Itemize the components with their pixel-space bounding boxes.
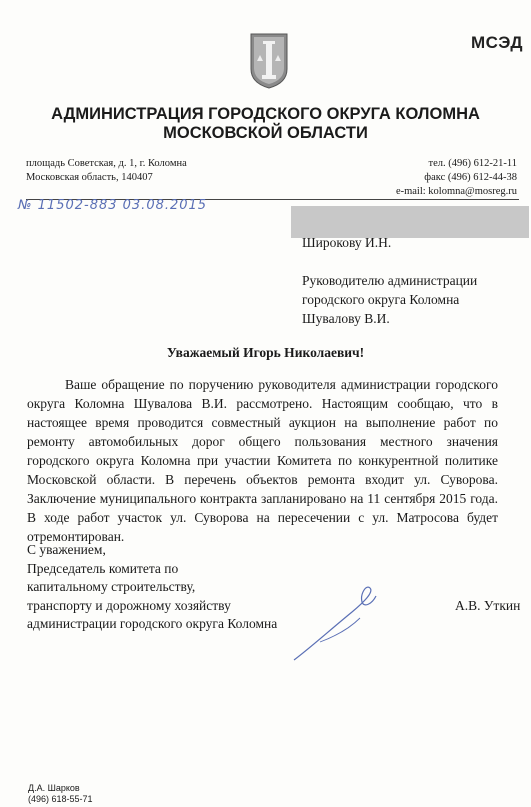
closing-line4: транспорту и дорожному хозяйству	[27, 597, 231, 613]
closing-line1: С уважением,	[27, 542, 106, 557]
salutation: Уважаемый Игорь Николаевич!	[166, 345, 365, 360]
addressee-line2: Руководителю администрации	[302, 273, 478, 288]
handwritten-signature	[290, 578, 390, 664]
fax-number: факс (496) 612-44-38	[424, 172, 517, 183]
addressee-line3: городского округа Коломна	[302, 292, 460, 307]
closing-line2: Председатель комитета по	[27, 560, 179, 576]
address-line1: площадь Советская, д. 1, г. Коломна	[26, 158, 187, 169]
coat-of-arms-icon	[249, 31, 289, 89]
handwritten-registration-number: № 11502-883 03.08.2015	[18, 198, 208, 213]
closing-line5: администрации городского округа Коломна	[27, 616, 278, 631]
address-line2: Московская область, 140407	[26, 172, 153, 183]
letter-body: Ваше обращение по поручению руководителя администрации городского округа Коломна Шувалова В.И. рассмотрено. Настоящим сообщаю, что в настоящее время проводится совместный аукцион на выполнение работ по ремонту автомобильных дорог общего пользования местного значения городского округа Коломна при участии Комитета по конкурентной политике Московской области. В перечень объектов ремонта входит ул. Суворова. Заключение муниципального контракта запланировано на 11 сентября 2015 года. В ходе работ участок ул. Суворова на пересечении с ул. Матросова будет отремонтирован.	[27, 377, 498, 544]
executor-phone: (496) 618-55-71	[28, 794, 93, 804]
addressee-line1: Широкову И.Н.	[302, 235, 392, 250]
closing-block	[27, 541, 277, 634]
executor-name: Д.А. Шарков	[28, 783, 80, 793]
msed-stamp: МСЭД	[471, 33, 523, 52]
addressee-line4: Шувалову В.И.	[302, 311, 390, 326]
signer-name: А.В. Уткин	[455, 598, 521, 613]
org-title-line2: МОСКОВСКОЙ ОБЛАСТИ	[163, 124, 368, 142]
closing-line3: капитальному строительству,	[27, 579, 196, 594]
phone-number: тел. (496) 612-21-11	[428, 158, 517, 169]
org-title-line1: АДМИНИСТРАЦИЯ ГОРОДСКОГО ОКРУГА КОЛОМНА	[51, 105, 480, 123]
email-address: e-mail: kolomna@mosreg.ru	[395, 186, 517, 197]
